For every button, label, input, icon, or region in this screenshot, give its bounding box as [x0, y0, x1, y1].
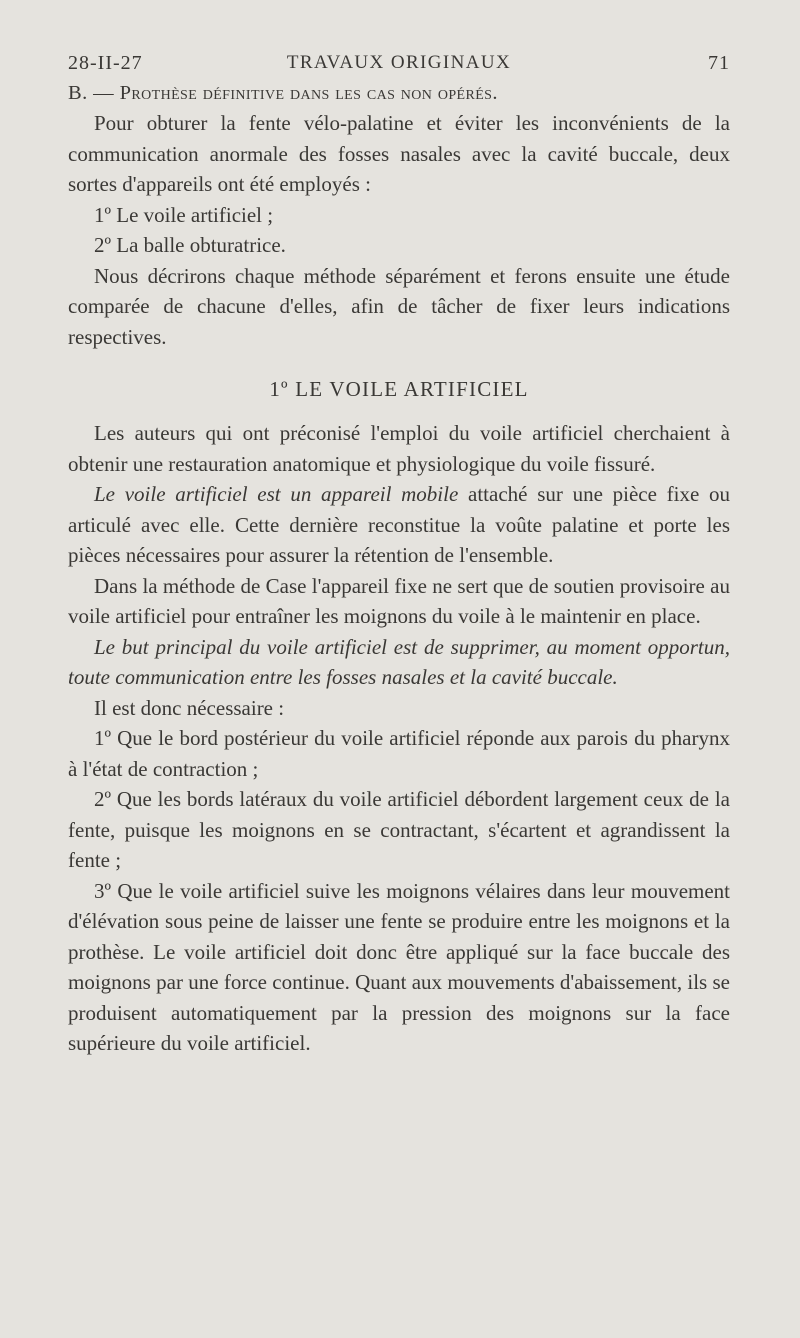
header-date: 28-II-27 [68, 52, 143, 74]
body-paragraph-5: Il est donc nécessaire : [94, 695, 285, 720]
header-title: TRAVAUX ORIGINAUX [286, 52, 512, 73]
body-paragraph-2-rest: attaché sur une pièce fixe ou articulé avec elle. Cette dernière reconstitue la voûte palatine et porte les pièces nécessaires pour assurer la rétention de l'ensemble. [68, 482, 731, 567]
condition-1: 1º Que le bord postérieur du voile artificiel réponde aux parois du pharynx à l'état de contraction ; [68, 726, 730, 781]
list-item-1: 1º Le voile artificiel ; [94, 202, 274, 227]
body-paragraph-2 [68, 479, 730, 571]
list-item-2: 2º La balle obturatrice. [94, 233, 286, 257]
body-paragraph-3: Dans la méthode de Case l'appareil fixe ne sert que de soutien provisoire au voile artificiel pour entraîner les moignons du voile à le maintenir en place. [68, 573, 730, 628]
running-head [68, 46, 730, 78]
body-paragraph-4: Le but principal du voile artificiel est de supprimer, au moment opportun, toute communication entre les fosses nasales et la cavité buccale. [68, 634, 730, 689]
condition-3: 3º Que le voile artificiel suive les moignons vélaires dans leur mouvement d'élévation sous peine de laisser une fente se produire entre les moignons et la prothèse. Le voile artificiel doit donc être appliqué sur la face buccale des moignons par une force continue. Quant aux mouvements d'abaissement, ils se produisent automatiquement par la pression des moignons sur la face supérieure du voile artificiel. [68, 878, 730, 1055]
condition-2: 2º Que les bords latéraux du voile artificiel débordent largement ceux de la fente, puisque les moignons en se contractant, s'écartent et agrandissent la fente ; [68, 787, 730, 872]
section-letter: B. — [68, 82, 115, 104]
intro-paragraph: Pour obturer la fente vélo-palatine et éviter les inconvénients de la communication anormale des fosses nasales avec la cavité buccale, deux sortes d'appareils ont été employés : [68, 111, 730, 196]
chapter-heading: 1º LE VOILE ARTIFICIEL [269, 377, 529, 401]
section-title [68, 78, 730, 108]
body-paragraph-1: Les auteurs qui ont préconisé l'emploi du voile artificiel cherchaient à obtenir une restauration anatomique et physiologique du voile fissuré. [68, 421, 730, 476]
section-title-text: Prothèse définitive dans les cas non opérés. [119, 82, 498, 104]
page-number: 71 [708, 52, 730, 74]
body-paragraph-2-italic: Le voile artificiel est un appareil mobile [94, 482, 459, 506]
intro-paragraph-2: Nous décrirons chaque méthode séparément et ferons ensuite une étude comparée de chacune d'elles, afin de tâcher de fixer leurs indications respectives. [68, 263, 730, 349]
